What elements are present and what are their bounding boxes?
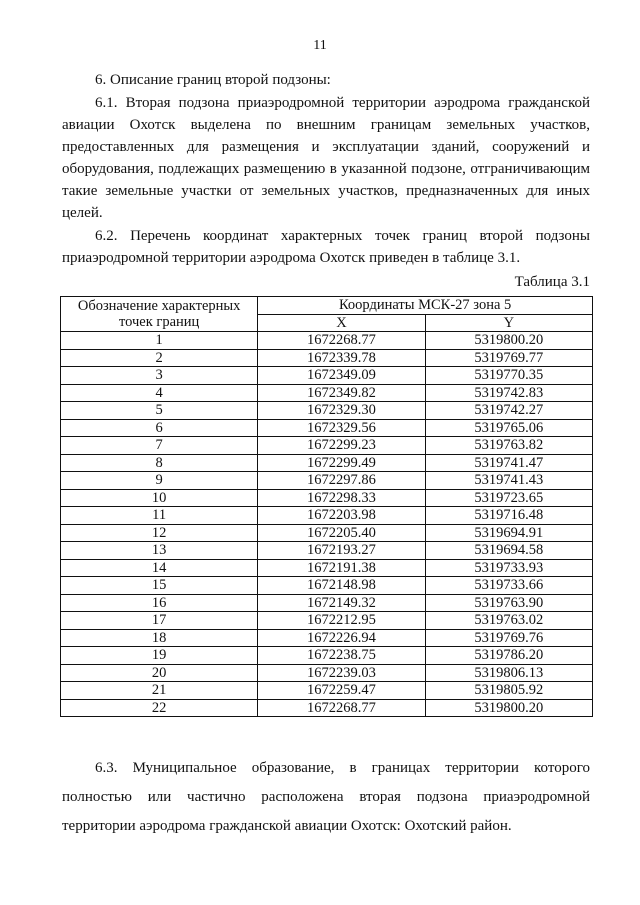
table-caption: Таблица 3.1 <box>514 274 590 290</box>
point-number-cell: 12 <box>61 524 258 542</box>
y-coordinate-cell: 5319694.58 <box>425 542 592 560</box>
point-number-cell: 7 <box>61 437 258 455</box>
x-coordinate-cell: 1672349.82 <box>258 384 425 402</box>
y-coordinate-cell: 5319800.20 <box>425 699 592 717</box>
y-coordinate-cell: 5319741.43 <box>425 472 592 490</box>
header-x: X <box>258 314 425 332</box>
table-row <box>61 402 593 420</box>
x-coordinate-cell: 1672226.94 <box>258 629 425 647</box>
y-coordinate-cell: 5319763.02 <box>425 612 592 630</box>
x-coordinate-cell: 1672268.77 <box>258 332 425 350</box>
point-number-cell: 21 <box>61 682 258 700</box>
x-coordinate-cell: 1672193.27 <box>258 542 425 560</box>
point-number-cell: 16 <box>61 594 258 612</box>
y-coordinate-cell: 5319763.90 <box>425 594 592 612</box>
point-number-cell: 5 <box>61 402 258 420</box>
table-row <box>61 629 593 647</box>
section-heading: 6. Описание границ второй подзоны: <box>95 72 331 88</box>
point-number-cell: 3 <box>61 367 258 385</box>
y-coordinate-cell: 5319763.82 <box>425 437 592 455</box>
table-row <box>61 577 593 595</box>
x-coordinate-cell: 1672212.95 <box>258 612 425 630</box>
x-coordinate-cell: 1672259.47 <box>258 682 425 700</box>
y-coordinate-cell: 5319741.47 <box>425 454 592 472</box>
y-coordinate-cell: 5319769.76 <box>425 629 592 647</box>
page-number: 11 <box>313 38 327 53</box>
x-coordinate-cell: 1672238.75 <box>258 647 425 665</box>
table-row <box>61 594 593 612</box>
x-coordinate-cell: 1672268.77 <box>258 699 425 717</box>
point-number-cell: 1 <box>61 332 258 350</box>
table-row <box>61 647 593 665</box>
y-coordinate-cell: 5319805.92 <box>425 682 592 700</box>
point-number-cell: 11 <box>61 507 258 525</box>
paragraph-6-1: 6.1. Вторая подзона приаэродромной территории аэродрома гражданской авиации Охотск выделена по внешним границам земельных участков, предоставленных для размещения и эксплуатации зданий, сооружений и оборудования, подлежащих размещению в указанной подзоне, отграничивающим такие земельные участки от земельных участков, предназначенных для иных целей. <box>62 95 590 221</box>
y-coordinate-cell: 5319769.77 <box>425 349 592 367</box>
point-number-cell: 17 <box>61 612 258 630</box>
paragraph-6-3: 6.3. Муниципальное образование, в границах территории которого полностью или частично расположена вторая подзона приаэродромной территории аэродрома гражданской авиации Охотск: Охотский район. <box>62 760 590 834</box>
point-number-cell: 6 <box>61 419 258 437</box>
coordinates-table <box>60 296 593 717</box>
x-coordinate-cell: 1672349.09 <box>258 367 425 385</box>
point-number-cell: 18 <box>61 629 258 647</box>
point-number-cell: 20 <box>61 664 258 682</box>
header-point-label: Обозначение характерных точек границ <box>61 297 258 332</box>
table-row <box>61 507 593 525</box>
x-coordinate-cell: 1672149.32 <box>258 594 425 612</box>
x-coordinate-cell: 1672239.03 <box>258 664 425 682</box>
x-coordinate-cell: 1672329.56 <box>258 419 425 437</box>
point-number-cell: 2 <box>61 349 258 367</box>
table-row <box>61 612 593 630</box>
table-row <box>61 664 593 682</box>
table-row <box>61 489 593 507</box>
x-coordinate-cell: 1672298.33 <box>258 489 425 507</box>
x-coordinate-cell: 1672329.30 <box>258 402 425 420</box>
table-row <box>61 524 593 542</box>
table-row <box>61 437 593 455</box>
table-row <box>61 367 593 385</box>
table-header <box>61 297 593 332</box>
point-number-cell: 4 <box>61 384 258 402</box>
table-row <box>61 384 593 402</box>
x-coordinate-cell: 1672299.49 <box>258 454 425 472</box>
point-number-cell: 10 <box>61 489 258 507</box>
y-coordinate-cell: 5319694.91 <box>425 524 592 542</box>
table-row <box>61 454 593 472</box>
point-number-cell: 19 <box>61 647 258 665</box>
table-row <box>61 699 593 717</box>
header-y: Y <box>425 314 592 332</box>
table-row <box>61 472 593 490</box>
table-row <box>61 349 593 367</box>
y-coordinate-cell: 5319765.06 <box>425 419 592 437</box>
paragraph-6-2: 6.2. Перечень координат характерных точек границ второй подзоны приаэродромной территории аэродрома Охотск приведен в таблице 3.1. <box>62 228 590 266</box>
y-coordinate-cell: 5319742.27 <box>425 402 592 420</box>
table-row <box>61 682 593 700</box>
y-coordinate-cell: 5319806.13 <box>425 664 592 682</box>
y-coordinate-cell: 5319800.20 <box>425 332 592 350</box>
table-body <box>61 332 593 717</box>
table-row <box>61 332 593 350</box>
table-row <box>61 542 593 560</box>
table-row <box>61 419 593 437</box>
y-coordinate-cell: 5319733.93 <box>425 559 592 577</box>
table-row <box>61 559 593 577</box>
x-coordinate-cell: 1672191.38 <box>258 559 425 577</box>
x-coordinate-cell: 1672299.23 <box>258 437 425 455</box>
y-coordinate-cell: 5319770.35 <box>425 367 592 385</box>
y-coordinate-cell: 5319716.48 <box>425 507 592 525</box>
y-coordinate-cell: 5319723.65 <box>425 489 592 507</box>
x-coordinate-cell: 1672203.98 <box>258 507 425 525</box>
y-coordinate-cell: 5319786.20 <box>425 647 592 665</box>
header-coordinates: Координаты МСК-27 зона 5 <box>258 297 593 315</box>
y-coordinate-cell: 5319733.66 <box>425 577 592 595</box>
table-header-row <box>61 297 593 315</box>
point-number-cell: 15 <box>61 577 258 595</box>
x-coordinate-cell: 1672148.98 <box>258 577 425 595</box>
point-number-cell: 22 <box>61 699 258 717</box>
point-number-cell: 8 <box>61 454 258 472</box>
x-coordinate-cell: 1672297.86 <box>258 472 425 490</box>
y-coordinate-cell: 5319742.83 <box>425 384 592 402</box>
point-number-cell: 9 <box>61 472 258 490</box>
point-number-cell: 14 <box>61 559 258 577</box>
point-number-cell: 13 <box>61 542 258 560</box>
x-coordinate-cell: 1672339.78 <box>258 349 425 367</box>
x-coordinate-cell: 1672205.40 <box>258 524 425 542</box>
